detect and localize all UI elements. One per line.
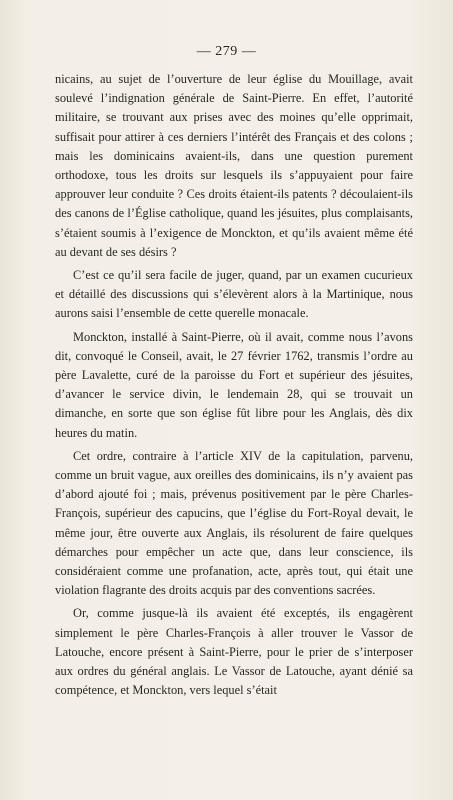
- page-number: — 279 —: [196, 44, 257, 59]
- paragraph-2: C’est ce qu’il sera facile de juger, quand, par un examen cucurieux et détaillé des discussions qui s’élevèrent alors à la Martinique, nous aurons saisi l’ensemble de cette querelle monacale.: [55, 268, 413, 321]
- paragraph-4: Cet ordre, contraire à l’article XIV de la capitulation, parvenu, comme un bruit vague, aux oreilles des dominicains, ils n’y avaient pas d’abord ajouté foi ; mais, prévenus positivement par le père Charles-François, supérieur des capucins, que l’église du Fort-Royal devait, le même jour, être ouverte aux Anglais, ils résolurent de faire quelques démarches pour empêcher un acte que, dans leur conscience, ils considéraient comme une profanation, acte, après tout, qui était une violation flagrante des droits acquis par des conventions sacrées.: [55, 448, 413, 598]
- body-text: [55, 70, 413, 705]
- paragraph-3: Monckton, installé à Saint-Pierre, où il avait, comme nous l’avons dit, convoqué le Conseil, avait, le 27 février 1762, transmis l’ordre au père Lavalette, curé de la paroisse du Fort et supérieur des jésuites, d’avancer le service divin, le lendemain 28, qui se trouvait un dimanche, en sorte que son église fût libre pour les Anglais, dès dix heures du matin.: [55, 329, 413, 440]
- paragraph-1: nicains, au sujet de l’ouverture de leur église du Mouillage, avait soulevé l’indignation générale de Saint-Pierre. En effet, l’autorité militaire, se trouvant aux prises avec des moines qu’elle opprimait, suffisait pour attirer à ces derniers l’intérêt des Français et des colons ; mais les dominicains avaient-ils, dans une question purement orthodoxe, tous les droits sur lesquels ils s’appuyaient pour faire approuver leur conduite ? Ces droits étaient-ils patents ? découlaient-ils des canons de l’Église catholique, quand les jésuites, plus complaisants, s’étaient soumis à l’exigence de Monckton, et qu’ils avaient même été au devant de ses désirs ?: [55, 72, 413, 259]
- paragraph-5: Or, comme jusque-là ils avaient été exceptés, ils engagèrent simplement le père Charles-François à aller trouver le Vassor de Latouche, encore présent à Saint-Pierre, pour le prier de s’interposer aux ordres du général anglais. Le Vassor de Latouche, ayant dénié sa compétence, et Monckton, vers lequel s’était: [55, 606, 413, 698]
